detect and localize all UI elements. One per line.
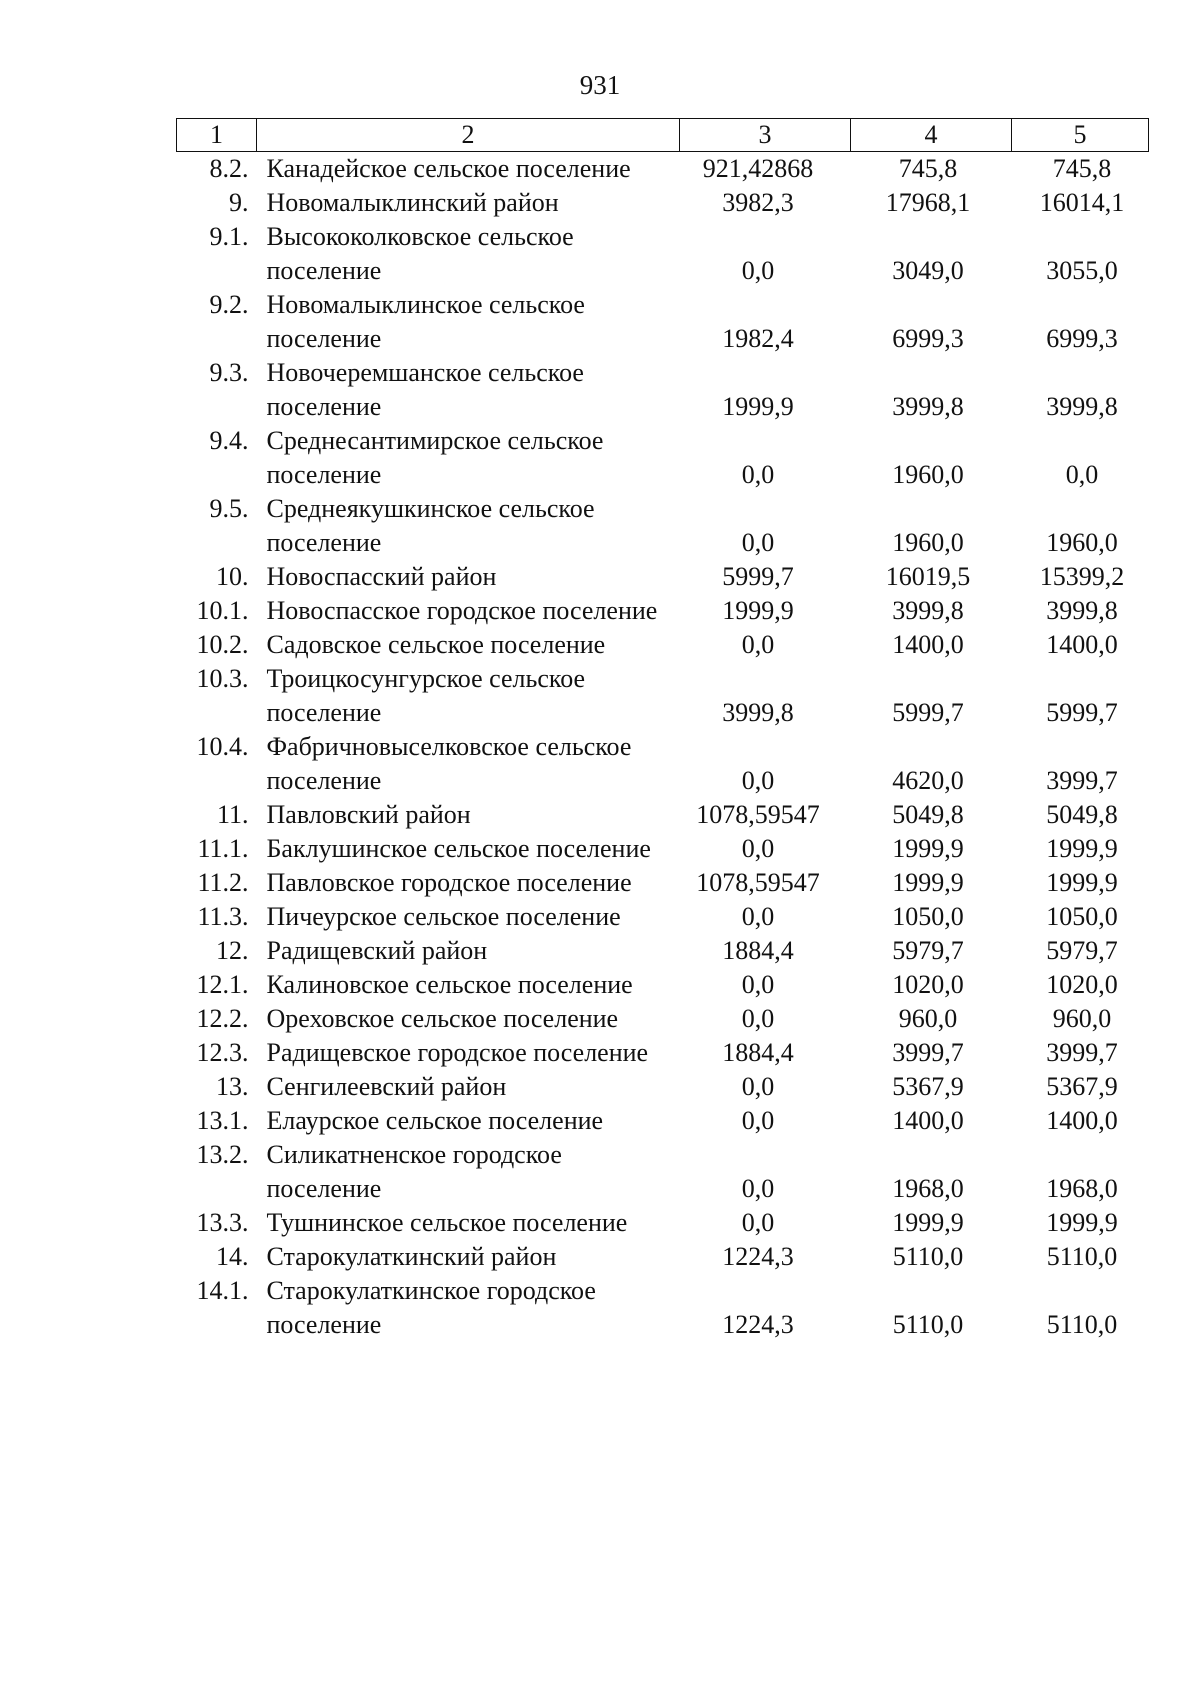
row-name: Павловский район (266, 800, 471, 829)
row-number: 10. (216, 562, 249, 591)
row-number: 9.4. (209, 426, 249, 455)
column-5-value: 3055,0 (1046, 256, 1118, 285)
row-number: 10.4. (196, 732, 249, 761)
row-name: Новоспасский район (266, 562, 497, 591)
column-header-5: 5 (1012, 119, 1149, 152)
table-row (177, 798, 1149, 832)
column-4-value: 960,0 (898, 1004, 958, 1033)
column-header-2: 2 (257, 119, 680, 152)
table-row (177, 1206, 1149, 1240)
table-row (177, 934, 1149, 968)
column-3-value: 1884,4 (722, 936, 794, 965)
row-number: 13. (216, 1072, 249, 1101)
column-3-value: 0,0 (741, 630, 775, 659)
row-name: Канадейское сельское поселение (266, 154, 631, 183)
column-4-value: 1400,0 (892, 630, 964, 659)
column-3-value: 3982,3 (722, 188, 794, 217)
row-number: 11.2. (197, 868, 249, 897)
column-5-value: 0,0 (1065, 460, 1099, 489)
column-5-value: 15399,2 (1039, 562, 1125, 591)
table-row (177, 1070, 1149, 1104)
row-number: 13.1. (196, 1106, 249, 1135)
column-3-value: 1884,4 (722, 1038, 794, 1067)
column-4-value: 1999,9 (892, 1208, 964, 1237)
table-row (177, 1274, 1149, 1342)
table-row (177, 220, 1149, 288)
column-3-value: 0,0 (741, 766, 775, 795)
table-row (177, 356, 1149, 424)
row-name: Высококолковское сельское поселение (266, 222, 574, 285)
table-body (177, 152, 1149, 1343)
column-3-value: 1982,4 (722, 324, 794, 353)
column-5-value: 16014,1 (1039, 188, 1125, 217)
row-name: Садовское сельское поселение (266, 630, 606, 659)
row-name: Тушнинское сельское поселение (266, 1208, 628, 1237)
column-5-value: 3999,7 (1046, 766, 1118, 795)
column-3-value: 0,0 (741, 1174, 775, 1203)
table-row (177, 492, 1149, 560)
row-number: 10.3. (196, 664, 249, 693)
column-header-1: 1 (177, 119, 257, 152)
column-3-value: 1078,59547 (696, 868, 820, 897)
column-4-value: 3049,0 (892, 256, 964, 285)
column-4-value: 4620,0 (892, 766, 964, 795)
table-row (177, 1240, 1149, 1274)
column-4-value: 745,8 (898, 154, 958, 183)
column-5-value: 5049,8 (1046, 800, 1118, 829)
row-name: Елаурское сельское поселение (266, 1106, 604, 1135)
column-5-value: 5110,0 (1046, 1310, 1118, 1339)
column-4-value: 17968,1 (885, 188, 971, 217)
table-row (177, 1138, 1149, 1206)
table-row (177, 288, 1149, 356)
row-name: Сенгилеевский район (266, 1072, 507, 1101)
table-row (177, 832, 1149, 866)
row-name: Троицкосунгурское сельское поселение (266, 664, 586, 727)
row-number: 9.1. (209, 222, 249, 251)
column-4-value: 3999,8 (892, 392, 964, 421)
row-number: 14. (216, 1242, 249, 1271)
column-3-value: 921,42868 (702, 154, 814, 183)
column-4-value: 5979,7 (892, 936, 964, 965)
column-4-value: 5110,0 (892, 1242, 964, 1271)
column-4-value: 1999,9 (892, 834, 964, 863)
row-name: Радищевский район (266, 936, 488, 965)
column-4-value: 1999,9 (892, 868, 964, 897)
column-5-value: 960,0 (1052, 1004, 1112, 1033)
column-4-value: 6999,3 (892, 324, 964, 353)
column-3-value: 1999,9 (722, 596, 794, 625)
row-name: Радищевское городское поселение (266, 1038, 649, 1067)
row-number: 12.1. (196, 970, 249, 999)
row-number: 13.2. (196, 1140, 249, 1169)
row-number: 9.2. (209, 290, 249, 319)
column-4-value: 3999,8 (892, 596, 964, 625)
column-3-value: 1999,9 (722, 392, 794, 421)
column-header-4: 4 (851, 119, 1012, 152)
row-name: Среднеякушкинское сельское поселение (266, 494, 595, 557)
column-4-value: 1400,0 (892, 1106, 964, 1135)
column-4-value: 1050,0 (892, 902, 964, 931)
column-4-value: 1020,0 (892, 970, 964, 999)
column-5-value: 1400,0 (1046, 1106, 1118, 1135)
column-5-value: 3999,8 (1046, 392, 1118, 421)
column-5-value: 5999,7 (1046, 698, 1118, 727)
row-number: 12. (216, 936, 249, 965)
row-name: Калиновское сельское поселение (266, 970, 633, 999)
table-row (177, 730, 1149, 798)
column-5-value: 1999,9 (1046, 834, 1118, 863)
column-5-value: 3999,8 (1046, 596, 1118, 625)
row-name: Фабричновыселковское сельское поселение (266, 732, 632, 795)
row-name: Новоспасское городское поселение (266, 596, 658, 625)
row-number: 10.2. (196, 630, 249, 659)
row-number: 12.3. (196, 1038, 249, 1067)
column-5-value: 5979,7 (1046, 936, 1118, 965)
column-5-value: 1400,0 (1046, 630, 1118, 659)
column-4-value: 5110,0 (892, 1310, 964, 1339)
column-3-value: 1224,3 (722, 1310, 794, 1339)
column-3-value: 0,0 (741, 970, 775, 999)
column-3-value: 0,0 (741, 1004, 775, 1033)
column-5-value: 1968,0 (1046, 1174, 1118, 1203)
column-4-value: 5367,9 (892, 1072, 964, 1101)
table-row (177, 424, 1149, 492)
table-row (177, 152, 1149, 187)
table-row (177, 900, 1149, 934)
column-4-value: 1960,0 (892, 460, 964, 489)
column-4-value: 16019,5 (885, 562, 971, 591)
table-row (177, 560, 1149, 594)
row-name: Старокулаткинское городское поселение (266, 1276, 596, 1339)
row-number: 11.1. (197, 834, 249, 863)
column-3-value: 0,0 (741, 460, 775, 489)
column-5-value: 1960,0 (1046, 528, 1118, 557)
row-number: 13.3. (196, 1208, 249, 1237)
row-name: Новочеремшанское сельское поселение (266, 358, 584, 421)
table-row (177, 1002, 1149, 1036)
column-3-value: 0,0 (741, 902, 775, 931)
row-number: 12.2. (196, 1004, 249, 1033)
page-number: 931 (579, 70, 621, 100)
column-5-value: 1999,9 (1046, 1208, 1118, 1237)
row-name: Ореховское сельское поселение (266, 1004, 619, 1033)
column-4-value: 5999,7 (892, 698, 964, 727)
row-number: 14.1. (196, 1276, 249, 1305)
table-row (177, 662, 1149, 730)
column-5-value: 745,8 (1052, 154, 1112, 183)
row-number: 9.5. (209, 494, 249, 523)
row-name: Баклушинское сельское поселение (266, 834, 651, 863)
column-3-value: 1224,3 (722, 1242, 794, 1271)
row-name: Новомалыклинский район (266, 188, 559, 217)
column-3-value: 0,0 (741, 1208, 775, 1237)
row-name: Силикатненское городское поселение (266, 1140, 562, 1203)
row-name: Среднесантимирское сельское поселение (266, 426, 604, 489)
column-5-value: 5367,9 (1046, 1072, 1118, 1101)
column-3-value: 0,0 (741, 1106, 775, 1135)
column-5-value: 5110,0 (1046, 1242, 1118, 1271)
column-3-value: 0,0 (741, 528, 775, 557)
column-3-value: 0,0 (741, 256, 775, 285)
data-table-container (176, 118, 1148, 1342)
row-number: 9. (229, 188, 249, 217)
table-row (177, 594, 1149, 628)
row-number: 11.3. (197, 902, 249, 931)
column-header-3: 3 (680, 119, 851, 152)
row-name: Старокулаткинский район (266, 1242, 557, 1271)
table-row (177, 866, 1149, 900)
column-3-value: 0,0 (741, 834, 775, 863)
row-number: 10.1. (196, 596, 249, 625)
column-4-value: 5049,8 (892, 800, 964, 829)
table-row (177, 1104, 1149, 1138)
row-number: 9.3. (209, 358, 249, 387)
column-3-value: 0,0 (741, 1072, 775, 1101)
row-number: 8.2. (209, 154, 249, 183)
column-5-value: 1020,0 (1046, 970, 1118, 999)
row-number: 11. (216, 800, 249, 829)
column-5-value: 6999,3 (1046, 324, 1118, 353)
column-3-value: 1078,59547 (696, 800, 820, 829)
data-table (176, 118, 1149, 1342)
table-row (177, 628, 1149, 662)
column-4-value: 3999,7 (892, 1038, 964, 1067)
column-4-value: 1968,0 (892, 1174, 964, 1203)
table-row (177, 186, 1149, 220)
column-5-value: 3999,7 (1046, 1038, 1118, 1067)
table-row (177, 968, 1149, 1002)
row-name: Новомалыклинское сельское поселение (266, 290, 585, 353)
column-3-value: 3999,8 (722, 698, 794, 727)
table-row (177, 1036, 1149, 1070)
column-4-value: 1960,0 (892, 528, 964, 557)
column-5-value: 1999,9 (1046, 868, 1118, 897)
header-row (177, 119, 1149, 152)
row-name: Павловское городское поселение (266, 868, 632, 897)
column-5-value: 1050,0 (1046, 902, 1118, 931)
column-3-value: 5999,7 (722, 562, 794, 591)
row-name: Пичеурское сельское поселение (266, 902, 621, 931)
